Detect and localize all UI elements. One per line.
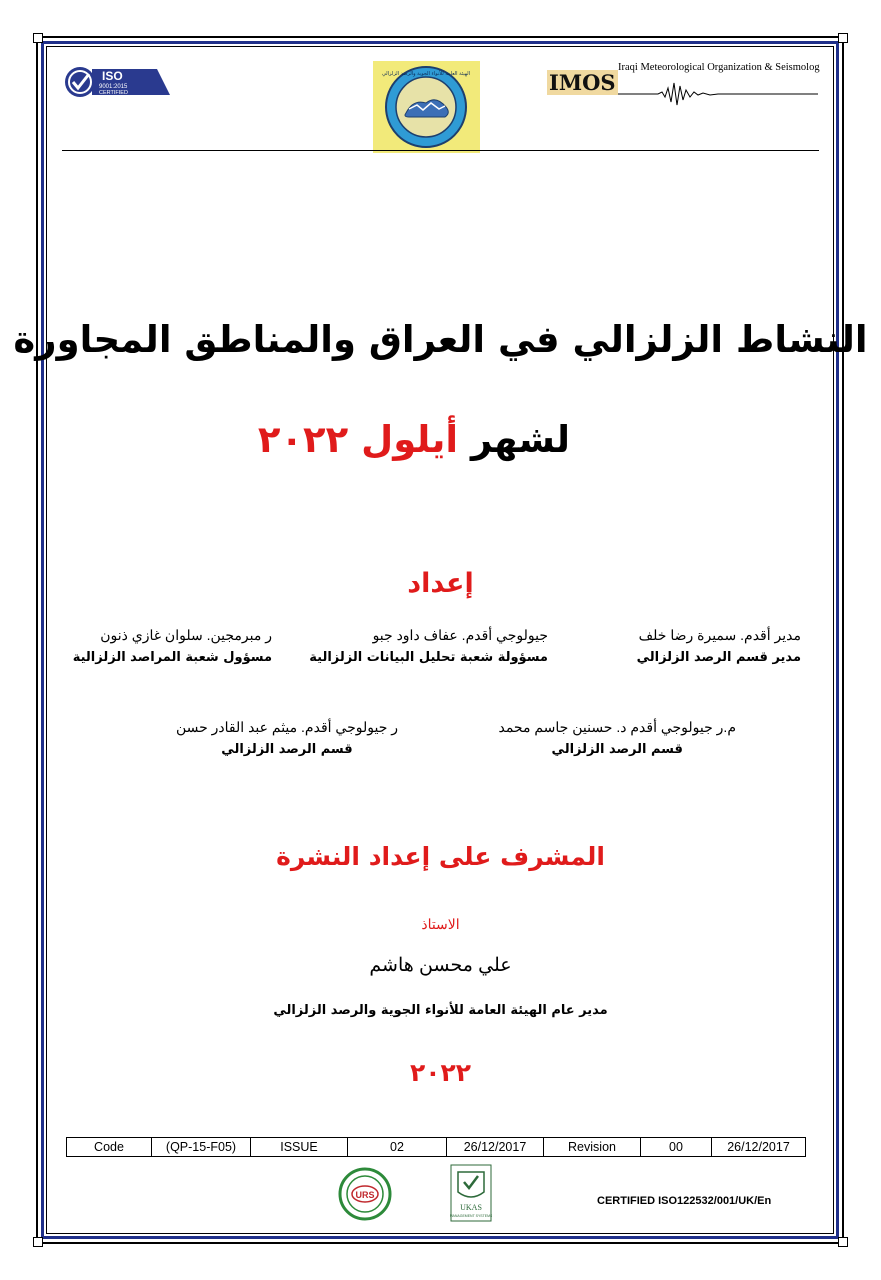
staff-name: مدير أقدم. سميرة رضا خلف [638,627,801,643]
staff-role: مسؤولة شعبة تحليل البيانات الزلزالية [309,650,548,665]
staff-name: م.ر جيولوجي أقدم د. حسنين جاسم محمد [498,719,736,735]
staff-entry [176,719,398,757]
certification-number: CERTIFIED ISO122532/001/UK/En [597,1195,772,1207]
urs-label: URS [355,1190,375,1200]
organization-emblem [373,61,480,153]
corner-ornament [33,33,43,43]
ukas-label: UKAS [460,1203,482,1212]
supervisor-role: مدير عام الهيئة العامة للأنواء الجوية والرصد الزلزالي [273,1003,608,1018]
publication-year: ٢٠٢٢ [409,1058,472,1087]
prepared-by-heading: إعداد [407,568,474,599]
code-value: (QP-15-F05) [152,1138,251,1157]
header-divider [62,150,819,151]
issue-value: 02 [348,1138,447,1157]
staff-role: مدير قسم الرصد الزلزالي [636,650,801,665]
staff-name: ر مبرمجين. سلوان غازي ذنون [100,627,272,643]
imos-full-name: Iraqi Meteorological Organization & Seismolog [618,62,820,73]
imos-abbreviation: IMOS [549,70,616,95]
bulletin-period [257,418,570,461]
iso-status: CERTIFIED [99,90,128,96]
period-month: أيلول [361,418,459,461]
staff-entry [498,719,736,757]
issue-date: 26/12/2017 [447,1138,544,1157]
staff-entry [73,627,272,665]
iso-certified-logo [62,64,172,100]
table-row [67,1138,806,1157]
bulletin-title: النشاط الزلزالي في العراق والمناطق المجاورة [13,318,868,361]
staff-role: مسؤول شعبة المراصد الزلزالية [72,650,272,665]
supervisor-title: الاستاذ [421,916,460,932]
staff-name: جيولوجي أقدم. عفاف داود جبو [372,627,548,643]
iso-label: ISO [102,69,123,83]
corner-ornament [33,1237,43,1247]
staff-role: قسم الرصد الزلزالي [221,742,353,757]
staff-name: ر جيولوجي أقدم. ميثم عبد القادر حسن [175,719,398,735]
period-year: ٢٠٢٢ [257,418,349,461]
revision-label: Revision [544,1138,641,1157]
supervisor-heading: المشرف على إعداد النشرة [276,842,605,871]
corner-ornament [838,33,848,43]
emblem-text: الهيئة العامة للأنواء الجوية والرصد الزلزالي [381,71,471,77]
corner-ornament [838,1237,848,1247]
staff-entry [309,627,548,665]
seismograph-icon [618,80,818,108]
ukas-logo [450,1164,492,1222]
document-control-table [66,1137,806,1157]
code-label: Code [67,1138,152,1157]
ukas-sub: MANAGEMENT SYSTEMS [450,1214,492,1218]
urs-registrar-logo [338,1167,392,1221]
period-prefix: لشهر [471,418,570,461]
revision-date: 26/12/2017 [712,1138,806,1157]
supervisor-name: علي محسن هاشم [369,955,512,976]
staff-entry [637,627,801,665]
staff-role: قسم الرصد الزلزالي [551,742,683,757]
iso-standard: 9001:2015 [99,84,128,90]
issue-label: ISSUE [251,1138,348,1157]
revision-value: 00 [641,1138,712,1157]
